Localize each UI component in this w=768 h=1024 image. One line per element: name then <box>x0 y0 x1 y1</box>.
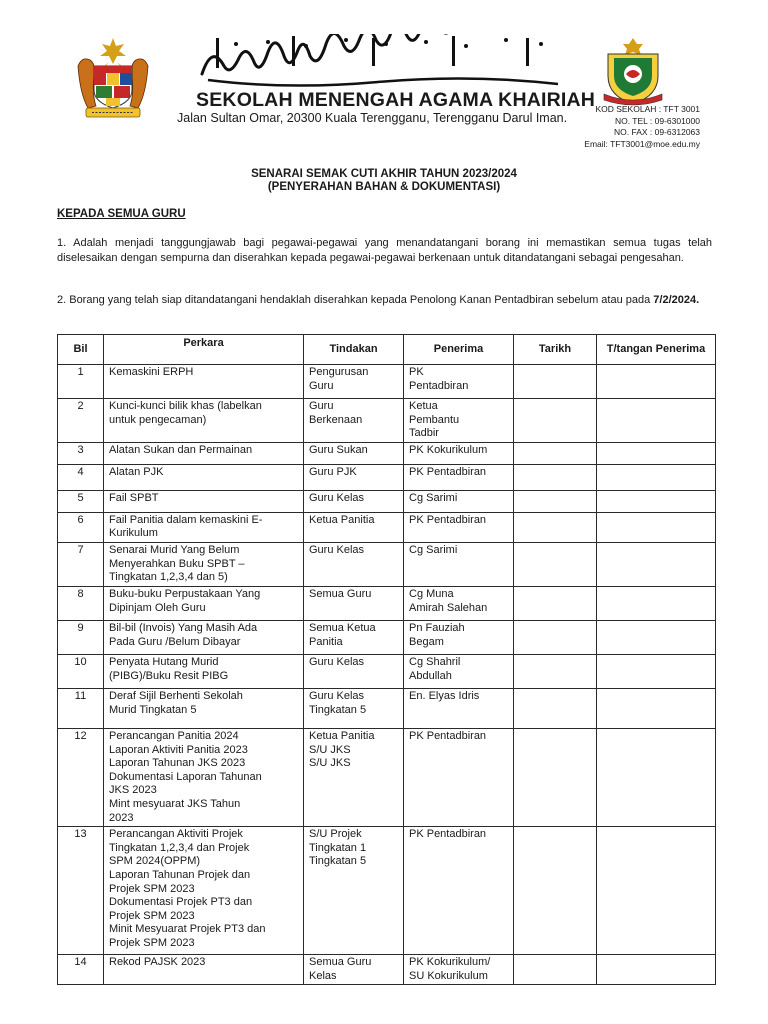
row-number: 11 <box>58 688 104 728</box>
table-header-row <box>58 335 716 365</box>
penerima-line: Pembantu <box>409 413 460 426</box>
penerima-line: Begam <box>409 635 444 648</box>
table-row <box>58 399 716 443</box>
cell-tindakan <box>304 365 404 399</box>
penerima-line: Cg Sarimi <box>409 543 458 556</box>
header-penerima: Penerima <box>404 335 514 365</box>
penerima-line: Pentadbiran <box>409 379 469 392</box>
tindakan-line: Guru Sukan <box>309 443 368 456</box>
cell-tarikh[interactable] <box>514 464 597 490</box>
paragraph-1: 1. Adalah menjadi tanggungjawab bagi pegawai-pegawai yang menandatangani borang ini memastikan semua tugas telah diselesaikan dengan sempurna dan diserahkan kepada pegawai-pegawai berkenaan untuk ditandatangani sebagai pengesahan. <box>57 237 712 264</box>
penerima-line: SU Kokurikulum <box>409 969 488 982</box>
header-perkara: Perkara <box>104 335 304 365</box>
document-subtitle: (PENYERAHAN BAHAN & DOKUMENTASI) <box>267 181 501 193</box>
tindakan-line: Ketua Panitia <box>309 729 375 742</box>
cell-perkara <box>104 542 304 586</box>
tindakan-line: Guru <box>309 379 334 392</box>
cell-tindakan <box>304 490 404 512</box>
row-number: 9 <box>58 620 104 654</box>
penerima-line: PK Pentadbiran <box>409 465 487 478</box>
cell-penerima <box>404 827 514 955</box>
perkara-line: Fail SPBT <box>109 491 159 504</box>
perkara-line: Projek SPM 2023 <box>109 882 195 895</box>
cell-penerima <box>404 490 514 512</box>
tindakan-line: Kelas <box>309 969 337 982</box>
tindakan-line: Tingkatan 5 <box>309 703 367 716</box>
cell-tandatangan[interactable] <box>597 464 716 490</box>
penerima-line: Amirah Salehan <box>409 601 488 614</box>
perkara-line: Pada Guru /Belum Dibayar <box>109 635 241 648</box>
penerima-line: En. Elyas Idris <box>409 689 480 702</box>
tindakan-line: Guru PJK <box>309 465 357 478</box>
cell-perkara <box>104 365 304 399</box>
perkara-line: Buku-buku Perpustakaan Yang <box>109 587 261 600</box>
table-row <box>58 490 716 512</box>
jawi-calligraphy-logo <box>196 34 568 88</box>
row-number: 8 <box>58 586 104 620</box>
cell-tarikh[interactable] <box>514 688 597 728</box>
perkara-line: Tingkatan 1,2,3,4 dan Projek <box>109 841 250 854</box>
cell-perkara <box>104 620 304 654</box>
row-number: 4 <box>58 464 104 490</box>
perkara-line: Projek SPM 2023 <box>109 909 195 922</box>
cell-penerima <box>404 542 514 586</box>
cell-perkara <box>104 464 304 490</box>
perkara-line: Dokumentasi Laporan Tahunan <box>109 770 262 783</box>
row-number: 1 <box>58 365 104 399</box>
cell-tarikh[interactable] <box>514 728 597 826</box>
cell-tindakan <box>304 654 404 688</box>
table-row <box>58 442 716 464</box>
row-number: 14 <box>58 955 104 985</box>
perkara-line: Laporan Tahunan Projek dan <box>109 868 251 881</box>
perkara-line: Kunci-kunci bilik khas (labelkan <box>109 400 262 412</box>
cell-penerima <box>404 688 514 728</box>
tindakan-line: Semua Guru <box>309 956 372 969</box>
cell-tindakan <box>304 442 404 464</box>
tindakan-line: Ketua Panitia <box>309 513 375 526</box>
perkara-line: Tingkatan 1,2,3,4 dan 5) <box>109 571 228 584</box>
cell-perkara <box>104 399 304 443</box>
table-row <box>58 688 716 728</box>
row-number: 7 <box>58 542 104 586</box>
tindakan-line: Guru Kelas <box>309 655 365 668</box>
cell-tandatangan[interactable] <box>597 728 716 826</box>
cell-tindakan <box>304 464 404 490</box>
perkara-line: Kurikulum <box>109 527 158 540</box>
penerima-line: PK <box>409 366 424 378</box>
perkara-line: JKS 2023 <box>109 784 157 797</box>
school-code: KOD SEKOLAH : TFT 3001 <box>595 104 700 114</box>
perkara-line: Minit Mesyuarat Projek PT3 dan <box>109 923 266 936</box>
cell-penerima <box>404 620 514 654</box>
tindakan-line: Semua Guru <box>309 587 372 600</box>
perkara-line: Alatan Sukan dan Permainan <box>109 443 253 456</box>
phone-number: NO. TEL : 09-6301000 <box>614 115 700 126</box>
row-number: 12 <box>58 728 104 826</box>
table-body <box>58 365 716 985</box>
cell-tandatangan[interactable] <box>597 442 716 464</box>
contact-block <box>584 104 700 150</box>
cell-perkara <box>104 512 304 542</box>
cell-penerima <box>404 464 514 490</box>
cell-tandatangan[interactable] <box>597 688 716 728</box>
perkara-line: (PIBG)/Buku Resit PIBG <box>109 669 229 682</box>
cell-tarikh[interactable] <box>514 542 597 586</box>
cell-tandatangan[interactable] <box>597 512 716 542</box>
cell-tindakan <box>304 620 404 654</box>
cell-tandatangan[interactable] <box>597 955 716 985</box>
header-tandatangan: T/tangan Penerima <box>597 335 716 365</box>
cell-penerima <box>404 955 514 985</box>
penerima-line: Cg Sarimi <box>409 491 458 504</box>
paragraph-2-text: 2. Borang yang telah siap ditandatangani hendaklah diserahkan kepada Penolong Kanan Pentadbiran sebelum atau pada <box>57 294 654 306</box>
perkara-line: Laporan Tahunan JKS 2023 <box>109 757 246 770</box>
cell-perkara <box>104 586 304 620</box>
penerima-line: PK Pentadbiran <box>409 513 487 526</box>
cell-tandatangan[interactable] <box>597 399 716 443</box>
paragraph-2 <box>57 293 712 308</box>
cell-penerima <box>404 586 514 620</box>
table-row <box>58 512 716 542</box>
table-row <box>58 365 716 399</box>
penerima-line: Pn Fauziah <box>409 621 465 634</box>
tindakan-line: Guru Kelas <box>309 543 365 556</box>
cell-tarikh[interactable] <box>514 365 597 399</box>
cell-penerima <box>404 654 514 688</box>
cell-tarikh[interactable] <box>514 827 597 955</box>
tindakan-line: S/U Projek <box>309 828 362 841</box>
perkara-line: Rekod PAJSK 2023 <box>109 956 206 969</box>
checklist-table <box>57 334 716 985</box>
cell-perkara <box>104 827 304 955</box>
cell-tarikh[interactable] <box>514 620 597 654</box>
tindakan-line: Guru Kelas <box>309 689 365 702</box>
cell-tindakan <box>304 688 404 728</box>
perkara-line: Murid Tingkatan 5 <box>109 703 197 716</box>
header-tindakan: Tindakan <box>304 335 404 365</box>
deadline-date: 7/2/2024. <box>653 294 700 306</box>
tindakan-line: Tingkatan 1 <box>309 841 367 854</box>
cell-tindakan <box>304 827 404 955</box>
table-row <box>58 542 716 586</box>
cell-perkara <box>104 442 304 464</box>
tindakan-line: Tingkatan 5 <box>309 855 367 868</box>
table-row <box>58 654 716 688</box>
cell-perkara <box>104 728 304 826</box>
row-number: 3 <box>58 442 104 464</box>
malaysia-coat-of-arms-icon <box>72 36 154 122</box>
perkara-line: untuk pengecaman) <box>109 413 207 426</box>
perkara-line: Perancangan Aktiviti Projek <box>109 828 243 841</box>
cell-tandatangan[interactable] <box>597 620 716 654</box>
header-tarikh: Tarikh <box>514 335 597 365</box>
document-title: SENARAI SEMAK CUTI AKHIR TAHUN 2023/2024 <box>251 168 517 180</box>
row-number: 2 <box>58 399 104 443</box>
perkara-line: Projek SPM 2023 <box>109 936 195 949</box>
perkara-line: Kemaskini ERPH <box>109 366 194 378</box>
cell-tindakan <box>304 542 404 586</box>
table-row <box>58 464 716 490</box>
penerima-line: PK Kokurikulum <box>409 443 488 456</box>
perkara-line: Laporan Aktiviti Panitia 2023 <box>109 743 248 756</box>
row-number: 10 <box>58 654 104 688</box>
perkara-line: Deraf Sijil Berhenti Sekolah <box>109 689 243 702</box>
tindakan-line: Pengurusan <box>309 366 369 378</box>
cell-tandatangan[interactable] <box>597 365 716 399</box>
salutation: KEPADA SEMUA GURU <box>57 208 186 220</box>
tindakan-line: Berkenaan <box>309 413 363 426</box>
perkara-line: Dokumentasi Projek PT3 dan <box>109 896 253 909</box>
email-address: Email: TFT3001@moe.edu.my <box>584 138 700 149</box>
cell-tarikh[interactable] <box>514 442 597 464</box>
table-row <box>58 827 716 955</box>
cell-tarikh[interactable] <box>514 512 597 542</box>
penerima-line: Tadbir <box>409 427 439 440</box>
table-row <box>58 586 716 620</box>
row-number: 6 <box>58 512 104 542</box>
cell-tandatangan[interactable] <box>597 654 716 688</box>
perkara-line: Dipinjam Oleh Guru <box>109 601 206 614</box>
tindakan-line: Guru <box>309 400 334 412</box>
cell-tarikh[interactable] <box>514 399 597 443</box>
perkara-line: SPM 2024(OPPM) <box>109 855 201 868</box>
school-name: SEKOLAH MENENGAH AGAMA KHAIRIAH <box>196 89 596 111</box>
cell-tindakan <box>304 586 404 620</box>
cell-tindakan <box>304 399 404 443</box>
table-row <box>58 620 716 654</box>
cell-penerima <box>404 365 514 399</box>
perkara-line: Alatan PJK <box>109 465 164 478</box>
cell-tarikh[interactable] <box>514 654 597 688</box>
cell-tandatangan[interactable] <box>597 490 716 512</box>
penerima-line: Cg Shahril <box>409 655 461 668</box>
cell-tarikh[interactable] <box>514 955 597 985</box>
cell-tindakan <box>304 728 404 826</box>
cell-penerima <box>404 399 514 443</box>
penerima-line: Ketua <box>409 400 438 412</box>
penerima-line: Abdullah <box>409 669 452 682</box>
cell-tindakan <box>304 512 404 542</box>
row-number: 13 <box>58 827 104 955</box>
tindakan-line: Panitia <box>309 635 343 648</box>
cell-penerima <box>404 512 514 542</box>
perkara-line: Fail Panitia dalam kemaskini E- <box>109 513 263 526</box>
penerima-line: Cg Muna <box>409 587 454 600</box>
cell-tandatangan[interactable] <box>597 586 716 620</box>
cell-tindakan <box>304 955 404 985</box>
cell-perkara <box>104 654 304 688</box>
cell-tandatangan[interactable] <box>597 542 716 586</box>
cell-tandatangan[interactable] <box>597 827 716 955</box>
school-address: Jalan Sultan Omar, 20300 Kuala Terengganu, Terengganu Darul Iman. <box>177 111 568 125</box>
perkara-line: Penyata Hutang Murid <box>109 655 219 668</box>
cell-tarikh[interactable] <box>514 490 597 512</box>
perkara-line: Menyerahkan Buku SPBT – <box>109 557 245 570</box>
perkara-line: Mint mesyuarat JKS Tahun <box>109 797 241 810</box>
penerima-line: PK Kokurikulum/ <box>409 956 491 969</box>
header-bil: Bil <box>58 335 104 365</box>
row-number: 5 <box>58 490 104 512</box>
cell-tarikh[interactable] <box>514 586 597 620</box>
fax-number: NO. FAX : 09-6312063 <box>614 127 700 137</box>
perkara-line: Bil-bil (Invois) Yang Masih Ada <box>109 621 258 634</box>
perkara-line: Perancangan Panitia 2024 <box>109 729 239 742</box>
perkara-line: 2023 <box>109 811 134 824</box>
penerima-line: PK Pentadbiran <box>409 729 487 742</box>
cell-penerima <box>404 442 514 464</box>
tindakan-line: Semua Ketua <box>309 621 376 634</box>
table-row <box>58 955 716 985</box>
table-row <box>58 728 716 826</box>
tindakan-line: S/U JKS <box>309 757 351 770</box>
cell-perkara <box>104 490 304 512</box>
penerima-line: PK Pentadbiran <box>409 828 487 841</box>
perkara-line: Senarai Murid Yang Belum <box>109 543 240 556</box>
tindakan-line: Guru Kelas <box>309 491 365 504</box>
tindakan-line: S/U JKS <box>309 743 351 756</box>
cell-penerima <box>404 728 514 826</box>
cell-perkara <box>104 955 304 985</box>
state-crest-icon <box>602 36 664 106</box>
cell-perkara <box>104 688 304 728</box>
